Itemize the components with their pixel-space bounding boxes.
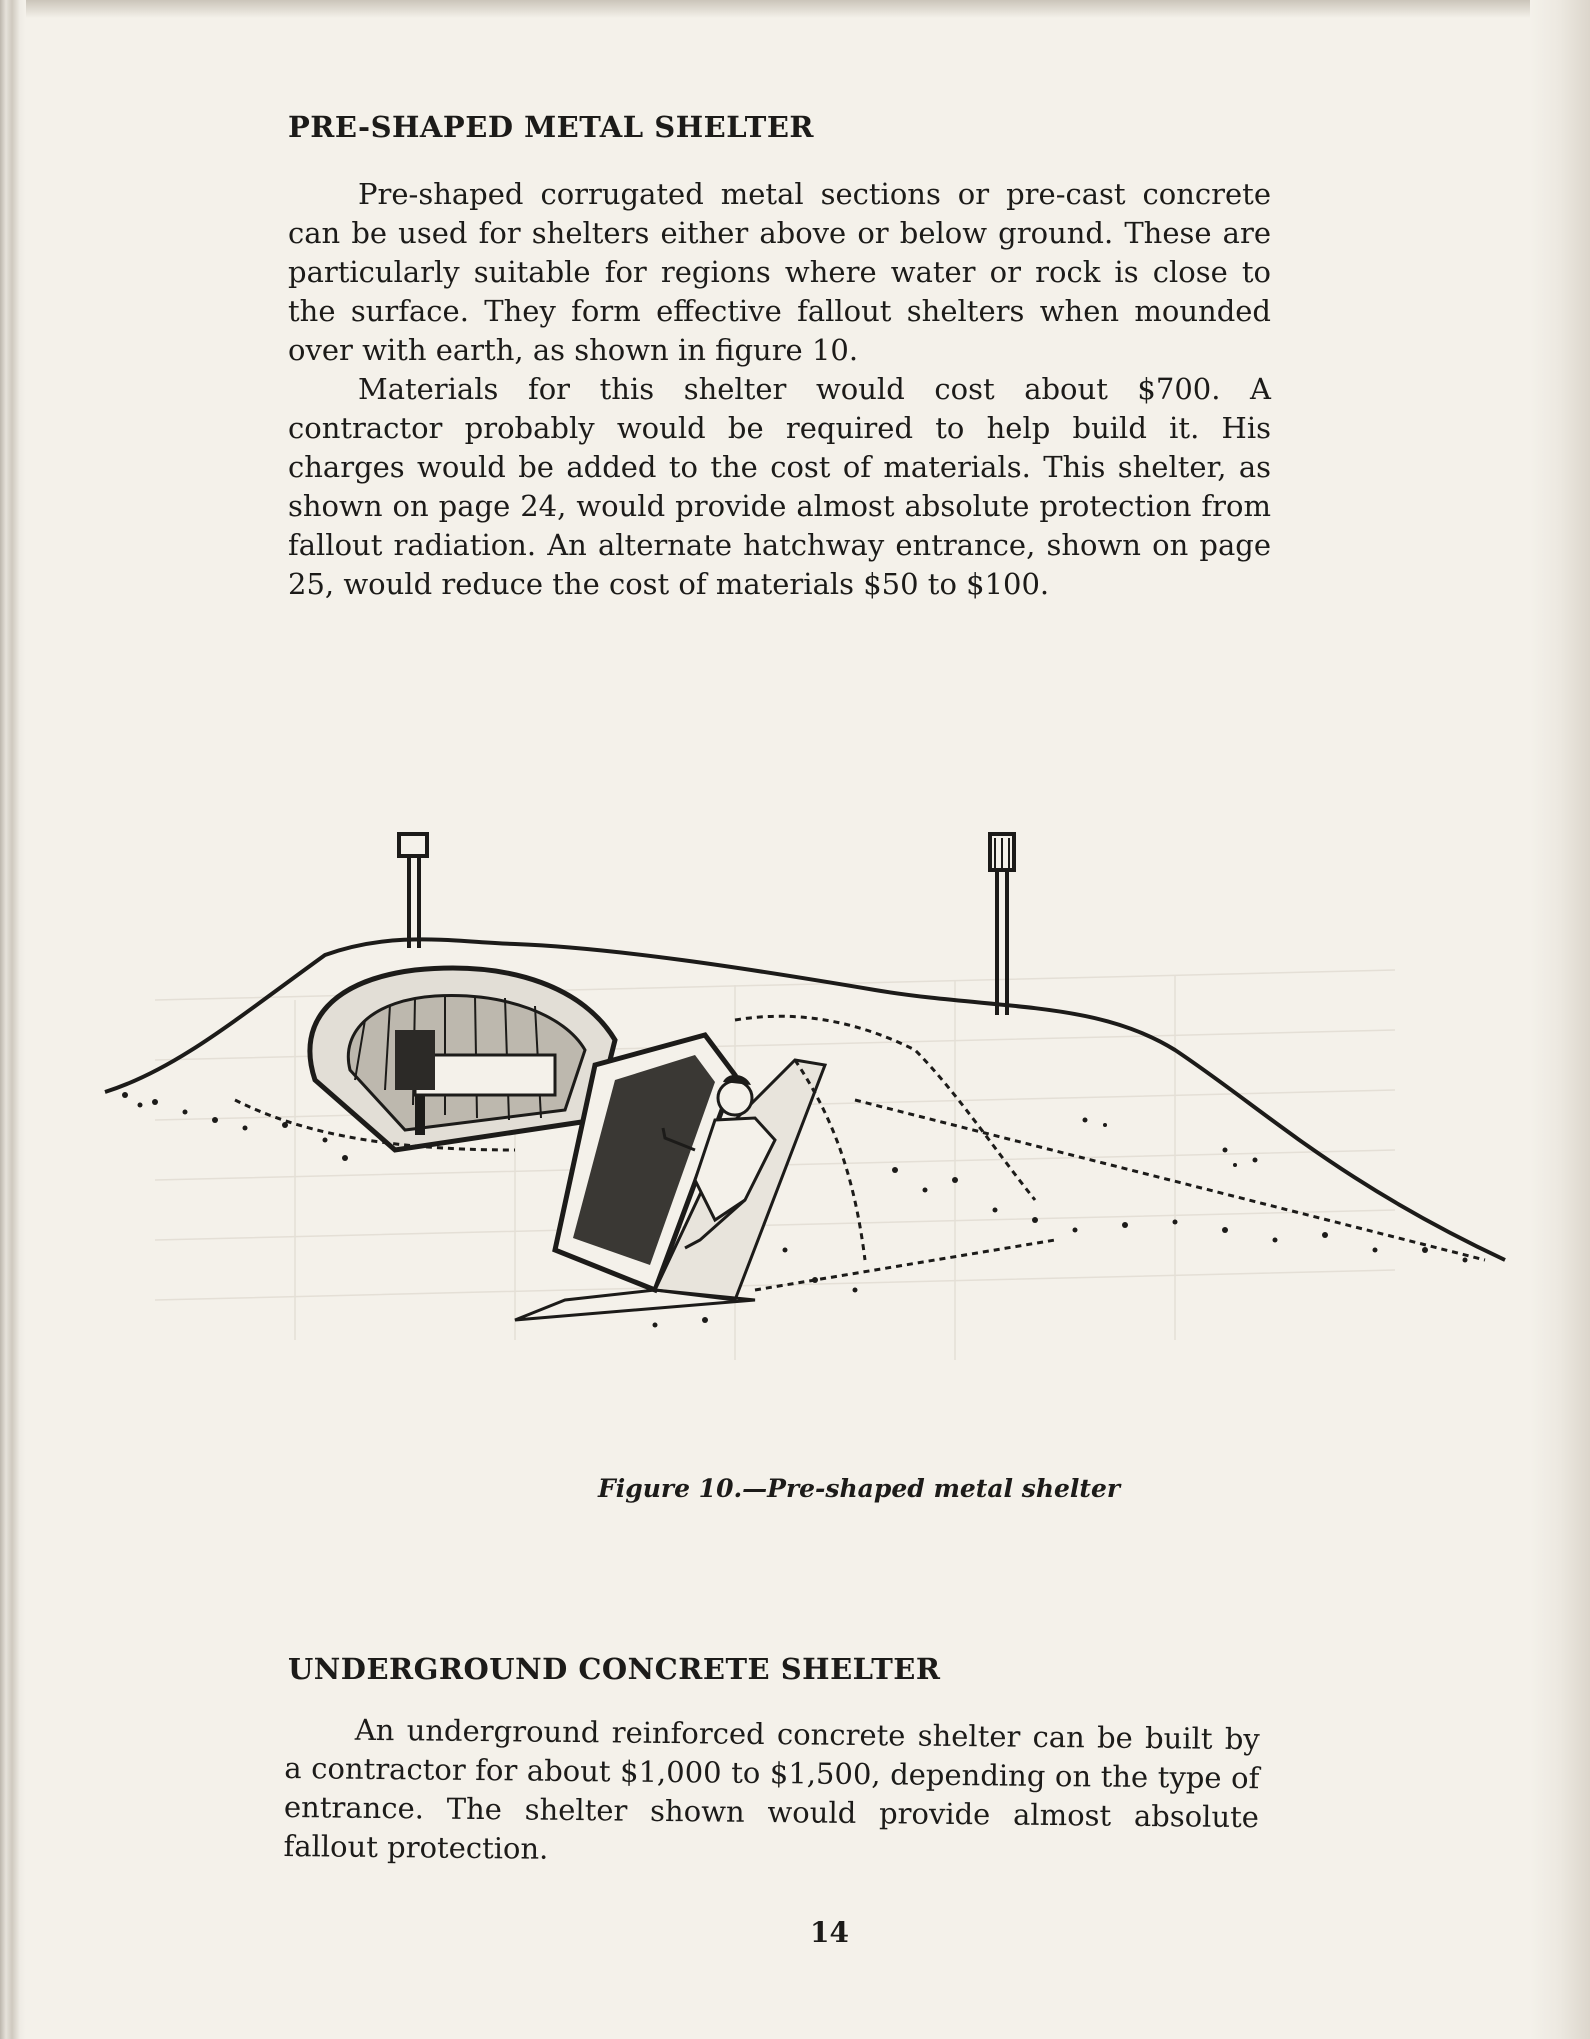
metal-shelter-paragraph-2: Materials for this shelter would cost about $700. A contractor probably would be required to help build it. His charges would be added to the cost of materials. This shelter, as shown on page 24, would provide almost absolute protection from fallout radiation. An alternate hatchway entrance, shown on page 25, would reduce the cost of materials $50 to $100. [288,372,1271,601]
page-outer-edge [1530,0,1590,2039]
corrugated-shelter-cutaway [310,968,615,1150]
shelter-illustration [95,820,1515,1420]
page-number: 14 [810,1916,849,1949]
right-vent-pipe [990,834,1014,1015]
left-vent-pipe [399,834,427,948]
concrete-shelter-paragraph: An underground reinforced concrete shelter can be built by a contractor for about $1,000 to $1,500, depending on the type of entrance. The shelter shown would provide almost absolute fallout protection. [283,1712,1260,1866]
section-heading-concrete-shelter: UNDERGROUND CONCRETE SHELTER [288,1652,941,1686]
page-top-shadow [0,0,1590,18]
section-heading-metal-shelter: PRE-SHAPED METAL SHELTER [288,110,815,144]
page-gutter-edge [0,0,26,2039]
metal-shelter-paragraph-1: Pre-shaped corrugated metal sections or pre-cast concrete can be used for shelters either above or below ground. These are particularly suitable for regions where water or rock is close to the surface. They form effective fallout shelters when mounded over with earth, as shown in figure 10. [288,177,1271,367]
figure-caption: Figure 10.—Pre-shaped metal shelter [598,1474,1121,1503]
